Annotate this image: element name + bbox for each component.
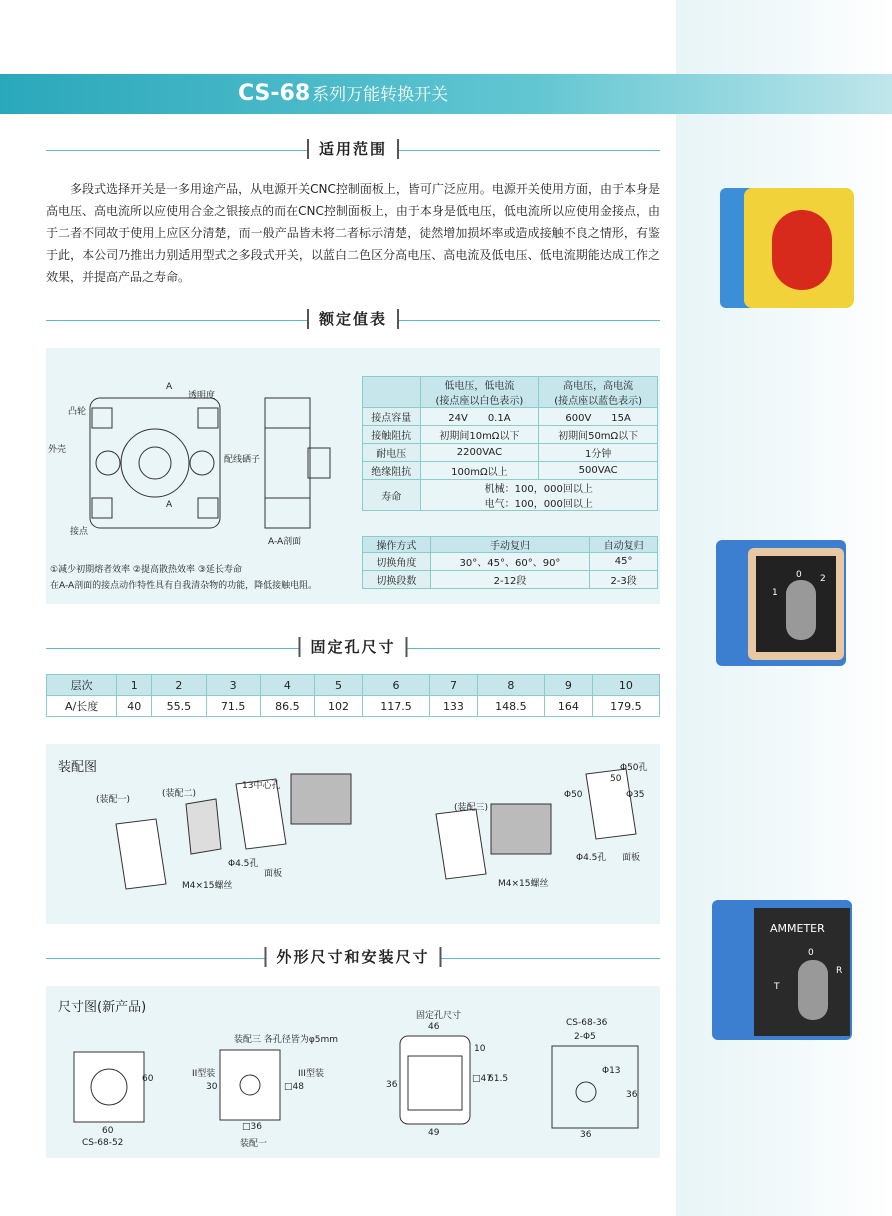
page-title: CS-68 系列万能转换开关 (238, 81, 449, 106)
label-cam: 凸轮 (68, 407, 87, 417)
size-panel: 尺寸图(新产品) 60 60 CS-68-52 装配三 各孔径皆为φ5mm 30 □48 □36 装配一 II型装 III型装 固定孔尺寸 46 10 □47 61.5 36 49 CS-68-36 2-Φ5 Φ13 36 36 (46, 986, 660, 1158)
ammeter-label: AMMETER (770, 922, 825, 935)
section-header-holes: 固定孔尺寸 (46, 638, 660, 658)
note-1: ①减少初期熔者效率 ②提高散热效率 ③延长寿命 (50, 565, 242, 575)
rating-panel (46, 348, 660, 604)
section-header-scope: 适用范围 (46, 140, 660, 160)
label-transparent: 透明度 (188, 391, 216, 401)
center-cam (121, 429, 189, 497)
title-band (0, 74, 892, 114)
note-2: 在A-A剖面的接点动作特性具有自我清杂物的功能，降低接触电阻。 (50, 581, 318, 591)
cross-section-drawing (50, 378, 350, 578)
intro-paragraph: 多段式选择开关是一多用途产品，从电源开关CNC控制面板上，皆可广泛应用。电源开关使用方面，由于本身是高电压、高电流所以应使用合金之银接点的而在CNC控制面板上，由于本身是低电压，低电流所以应使用金接点，由于二者不同故于使用上应区分清楚，而一般产品皆未将二者标示清楚，徒然增加损坏率或造成接触不良之情形，有鉴于此，本公司乃推出力别适用型式之多段式开关，以蓝白二色区分高电压、高电流及低电压、低电流期能达成工作之效果，并提高产品之寿命。 (46, 182, 660, 284)
label-contact: 接点 (70, 527, 89, 537)
section-header-outline: 外形尺寸和安装尺寸 (46, 948, 660, 968)
label-a-bottom: A (166, 500, 173, 510)
size-drawing (46, 986, 660, 1158)
product-image-black-switch: 1 0 2 (716, 540, 846, 666)
label-section: A-A剖面 (268, 537, 302, 547)
section-header-rating: 额定值表 (46, 310, 660, 330)
operation-table: 操作方式 手动复归 自动复归 切换角度 30°、45°、60°、90° 45° 切换段数 2-12段 2-3段 (362, 536, 658, 589)
side-view (265, 398, 310, 528)
hole-dimension-table: 层次 1 2 3 4 5 6 7 8 9 10 A/长度 40 55.5 71.5 86.5 102 117.5 133 148.5 164 179.5 (46, 674, 660, 717)
label-housing: 外壳 (48, 445, 67, 455)
product-image-ammeter-switch: AMMETER 0 T R (712, 900, 852, 1040)
housing-outline (90, 398, 220, 528)
size-title: 尺寸图(新产品) (58, 1000, 147, 1015)
label-a-top: A (166, 382, 173, 392)
assembly-panel: 装配图 (装配一) (装配二) 13中心孔 Φ4.5孔 面板 M4×15螺丝 (装配三) Φ50孔 Φ50 Φ35 50 Φ4.5孔 面板 M4×15螺丝 (46, 744, 660, 924)
assembly-title: 装配图 (58, 760, 98, 775)
rating-table: 低电压，低电流 (接点座以白色表示) 高电压，高电流 (接点座以蓝色表示) 接点容量 24V 0.1A 600V 15A 接触阻抗 初期间10mΩ以下 初期间50mΩ以下 耐电压 2200VAC 1分钟 绝缘阻抗 100mΩ以上 500VAC 寿命 机械：100，000回以上 电气：100，000回以上 (362, 376, 658, 511)
label-terminal: 配线硒子 (224, 455, 261, 465)
assembly-drawing (46, 744, 660, 924)
product-image-yellow-switch (720, 188, 850, 308)
